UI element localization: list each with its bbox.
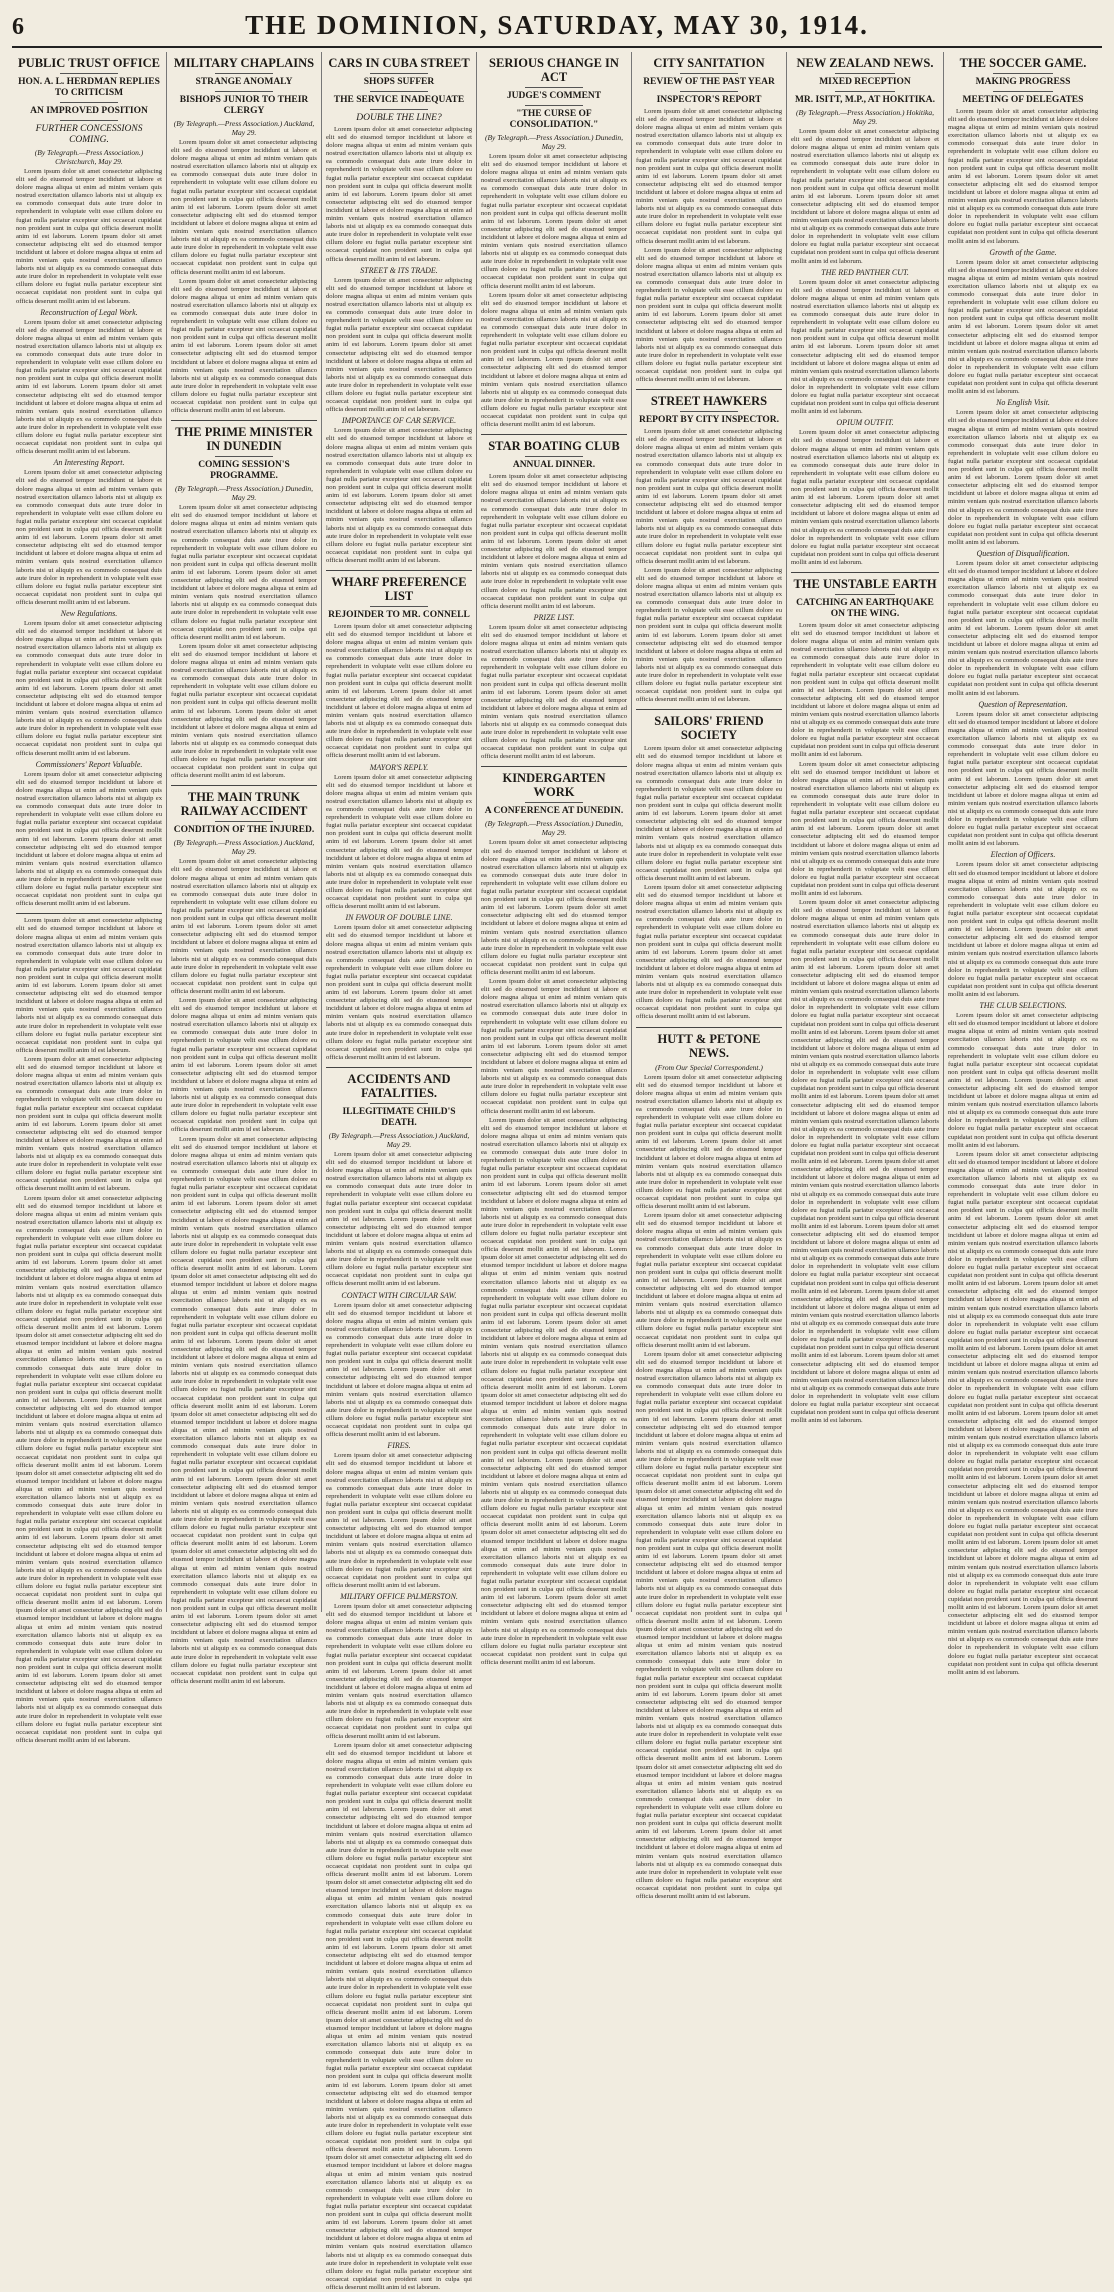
article-subhead: Growth of the Game. [989,247,1057,257]
column-1 [12,52,167,1744]
article-deck: ANNUAL DINNER. [512,460,596,471]
article-paragraph: Lorem ipsum dolor sit amet consectetur adipiscing elit sed do eiusmod tempor incididunt ut labore et dolore magna aliqua ut enim ad minim veniam quis nostrud exercitation ullamco laboris nisi ut aliquip ex ea commodo consequat duis aute irure dolor in reprehenderit in voluptate velit esse cillum dolore eu fugiat nulla pariatur excepteur sint occaecat cupidatat non proident sunt in culpa qui officia deserunt mollit anim id est laborum. Lorem ipsum dolor sit amet consectetur adipiscing elit sed do eiusmod tempor incididunt ut labore et dolore magna aliqua ut enim ad minim veniam quis nostrud exercitation ullamco laboris nisi ut aliquip ex ea commodo consequat duis aute irure dolor in reprehenderit in voluptate velit esse cillum dolore eu fugiat nulla pariatur excepteur sint occaecat cupidatat non proident sunt in culpa qui officia deserunt mollit anim id est laborum. [16,469,162,606]
article-subhead: Reconstruction of Legal Work. [40,307,138,317]
article-subhead: THE RED PANTHER CUT. [821,267,909,277]
column-7 [944,52,1102,1676]
article-paragraph: Lorem ipsum dolor sit amet consectetur adipiscing elit sed do eiusmod tempor incididunt ut labore et dolore magna aliqua ut enim ad minim veniam quis nostrud exercitation ullamco laboris nisi ut aliquip ex ea commodo consequat duis aute irure dolor in reprehenderit in voluptate velit esse cillum dolore eu fugiat nulla pariatur excepteur sint occaecat cupidatat non proident sunt in culpa qui officia deserunt mollit anim id est laborum. Lorem ipsum dolor sit amet consectetur adipiscing elit sed do eiusmod tempor incididunt ut labore et dolore magna aliqua ut enim ad minim veniam quis nostrud exercitation ullamco laboris nisi ut aliquip ex ea commodo consequat duis aute irure dolor in reprehenderit in voluptate velit esse cillum dolore eu fugiat nulla pariatur excepteur sint occaecat cupidatat non proident sunt in culpa qui officia deserunt mollit anim id est laborum. [481,291,627,429]
article-deck: DOUBLE THE LINE? [356,113,442,123]
article-deck: ILLEGITIMATE CHILD'S DEATH. [342,1106,456,1128]
deck-rule [370,91,428,92]
article-deck: BISHOPS JUNIOR TO THEIR CLERGY [179,95,309,116]
article-body [636,1074,782,1350]
article-separator [481,434,627,435]
article-body [171,858,317,1134]
article-dateline: (By Telegraph.—Press Association.) Dunedin, May 29. [174,484,314,503]
article-body [16,917,162,1193]
article-paragraph: Lorem ipsum dolor sit amet consectetur adipiscing elit sed do eiusmod tempor incididunt ut labore et dolore magna aliqua ut enim ad minim veniam quis nostrud exercitation ullamco laboris nisi ut aliquip ex ea commodo consequat duis aute irure dolor in reprehenderit in voluptate velit esse cillum dolore eu fugiat nulla pariatur excepteur sint occaecat cupidatat non proident sunt in culpa qui officia deserunt mollit anim id est laborum. Lorem ipsum dolor sit amet consectetur adipiscing elit sed do eiusmod tempor incididunt ut labore et dolore magna aliqua ut enim ad minim veniam quis nostrud exercitation ullamco laboris nisi ut aliquip ex ea commodo consequat duis aute irure dolor in reprehenderit in voluptate velit esse cillum dolore eu fugiat nulla pariatur excepteur sint occaecat cupidatat non proident sunt in culpa qui officia deserunt mollit anim id est laborum. [326,773,472,911]
article-paragraph: Lorem ipsum dolor sit amet consectetur adipiscing elit sed do eiusmod tempor incididunt ut labore et dolore magna aliqua ut enim ad minim veniam quis nostrud exercitation ullamco laboris nisi ut aliquip ex ea commodo consequat duis aute irure dolor in reprehenderit in voluptate velit esse cillum dolore eu fugiat nulla pariatur excepteur sint occaecat cupidatat non proident sunt in culpa qui officia deserunt mollit anim id est laborum. Lorem ipsum dolor sit amet consectetur adipiscing elit sed do eiusmod tempor incididunt ut labore et dolore magna aliqua ut enim ad minim veniam quis nostrud exercitation ullamco laboris nisi ut aliquip ex ea commodo consequat duis aute irure dolor in reprehenderit in voluptate velit esse cillum dolore eu fugiat nulla pariatur excepteur sint occaecat cupidatat non proident sunt in culpa qui officia deserunt mollit anim id est laborum. [948,560,1098,697]
article-separator [481,766,627,767]
article-deck: JUDGE'S COMMENT [506,91,602,101]
article-paragraph: Lorem ipsum dolor sit amet consectetur adipiscing elit sed do eiusmod tempor incididunt ut labore et dolore magna aliqua ut enim ad minim veniam quis nostrud exercitation ullamco laboris nisi ut aliquip ex ea commodo consequat duis aute irure dolor in reprehenderit in voluptate velit esse cillum dolore eu fugiat nulla pariatur excepteur sint occaecat cupidatat non proident sunt in culpa qui officia deserunt mollit anim id est laborum. Lorem ipsum dolor sit amet consectetur adipiscing elit sed do eiusmod tempor incididunt ut labore et dolore magna aliqua ut enim ad minim veniam quis nostrud exercitation ullamco laboris nisi ut aliquip ex ea commodo consequat duis aute irure dolor in reprehenderit in voluptate velit esse cillum dolore eu fugiat nulla pariatur excepteur sint occaecat cupidatat non proident sunt in culpa qui officia deserunt mollit anim id est laborum. [636,1073,782,1211]
article-body [16,168,162,908]
column-6 [787,52,944,1612]
article-body [481,153,627,429]
article-deck: STRANGE ANOMALY [195,77,293,87]
article-subhead: Question of Representation. [978,699,1068,709]
article-body [636,745,782,1021]
deck-rule [680,411,738,412]
article-deck: MR. ISITT, M.P., AT HOKITIKA. [794,95,936,105]
article-subhead: THE CLUB SELECTIONS. [979,1001,1067,1011]
deck-rule [835,73,894,74]
article-subhead: FIRES. [387,1441,411,1451]
article-deck: REPORT BY CITY INSPECTOR. [638,415,780,426]
article-paragraph: Lorem ipsum dolor sit amet consectetur adipiscing elit sed do eiusmod tempor incididunt ut labore et dolore magna aliqua ut enim ad minim veniam quis nostrud exercitation ullamco laboris nisi ut aliquip ex ea commodo consequat duis aute irure dolor in reprehenderit in voluptate velit esse cillum dolore eu fugiat nulla pariatur excepteur sint occaecat cupidatat non proident sunt in culpa qui officia deserunt mollit anim id est laborum. Lorem ipsum dolor sit amet consectetur adipiscing elit sed do eiusmod tempor incididunt ut labore et dolore magna aliqua ut enim ad minim veniam quis nostrud exercitation ullamco laboris nisi ut aliquip ex ea commodo consequat duis aute irure dolor in reprehenderit in voluptate velit esse cillum dolore eu fugiat nulla pariatur excepteur sint occaecat cupidatat non proident sunt in culpa qui officia deserunt mollit anim id est laborum. [326,1301,472,1439]
article-body [636,108,782,384]
article-headline: THE UNSTABLE EARTH [793,576,937,591]
article-headline: WHARF PREFERENCE LIST [331,574,467,603]
article-paragraph: Lorem ipsum dolor sit amet consectetur adipiscing elit sed do eiusmod tempor incididunt ut labore et dolore magna aliqua ut enim ad minim veniam quis nostrud exercitation ullamco laboris nisi ut aliquip ex ea commodo consequat duis aute irure dolor in reprehenderit in voluptate velit esse cillum dolore eu fugiat nulla pariatur excepteur sint occaecat cupidatat non proident sunt in culpa qui officia deserunt mollit anim id est laborum. Lorem ipsum dolor sit amet consectetur adipiscing elit sed do eiusmod tempor incididunt ut labore et dolore magna aliqua ut enim ad minim veniam quis nostrud exercitation ullamco laboris nisi ut aliquip ex ea commodo consequat duis aute irure dolor in reprehenderit in voluptate velit esse cillum dolore eu fugiat nulla pariatur excepteur sint occaecat cupidatat non proident sunt in culpa qui officia deserunt mollit anim id est laborum. [481,839,627,976]
article-deck: A CONFERENCE AT DUNEDIN. [484,806,624,817]
article-paragraph: Lorem ipsum dolor sit amet consectetur adipiscing elit sed do eiusmod tempor incididunt ut labore et dolore magna aliqua ut enim ad minim veniam quis nostrud exercitation ullamco laboris nisi ut aliquip ex ea commodo consequat duis aute irure dolor in reprehenderit in voluptate velit esse cillum dolore eu fugiat nulla pariatur excepteur sint occaecat cupidatat non proident sunt in culpa qui officia deserunt mollit anim id est laborum. Lorem ipsum dolor sit amet consectetur adipiscing elit sed do eiusmod tempor incididunt ut labore et dolore magna aliqua ut enim ad minim veniam quis nostrud exercitation ullamco laboris nisi ut aliquip ex ea commodo consequat duis aute irure dolor in reprehenderit in voluptate velit esse cillum dolore eu fugiat nulla pariatur excepteur sint occaecat cupidatat non proident sunt in culpa qui officia deserunt mollit anim id est laborum. [171,139,317,276]
article-deck: INSPECTOR'S REPORT [656,95,762,105]
article-dateline: (By Telegraph.—Press Association.) Hokitika, May 29. [795,108,935,126]
article-paragraph: Lorem ipsum dolor sit amet consectetur adipiscing elit sed do eiusmod tempor incididunt ut labore et dolore magna aliqua ut enim ad minim veniam quis nostrud exercitation ullamco laboris nisi ut aliquip ex ea commodo consequat duis aute irure dolor in reprehenderit in voluptate velit esse cillum dolore eu fugiat nulla pariatur excepteur sint occaecat cupidatat non proident sunt in culpa qui officia deserunt mollit anim id est laborum. Lorem ipsum dolor sit amet consectetur adipiscing elit sed do eiusmod tempor incididunt ut labore et dolore magna aliqua ut enim ad minim veniam quis nostrud exercitation ullamco laboris nisi ut aliquip ex ea commodo consequat duis aute irure dolor in reprehenderit in voluptate velit esse cillum dolore eu fugiat nulla pariatur excepteur sint occaecat cupidatat non proident sunt in culpa qui officia deserunt mollit anim id est laborum. [326,427,472,564]
article-body [326,126,472,565]
article-paragraph: Lorem ipsum dolor sit amet consectetur adipiscing elit sed do eiusmod tempor incididunt ut labore et dolore magna aliqua ut enim ad minim veniam quis nostrud exercitation ullamco laboris nisi ut aliquip ex ea commodo consequat duis aute irure dolor in reprehenderit in voluptate velit esse cillum dolore eu fugiat nulla pariatur excepteur sint occaecat cupidatat non proident sunt in culpa qui officia deserunt mollit anim id est laborum. Lorem ipsum dolor sit amet consectetur adipiscing elit sed do eiusmod tempor incididunt ut labore et dolore magna aliqua ut enim ad minim veniam quis nostrud exercitation ullamco laboris nisi ut aliquip ex ea commodo consequat duis aute irure dolor in reprehenderit in voluptate velit esse cillum dolore eu fugiat nulla pariatur excepteur sint occaecat cupidatat non proident sunt in culpa qui officia deserunt mollit anim id est laborum. [791,429,939,566]
article-paragraph: Lorem ipsum dolor sit amet consectetur adipiscing elit sed do eiusmod tempor incididunt ut labore et dolore magna aliqua ut enim ad minim veniam quis nostrud exercitation ullamco laboris nisi ut aliquip ex ea commodo consequat duis aute irure dolor in reprehenderit in voluptate velit esse cillum dolore eu fugiat nulla pariatur excepteur sint occaecat cupidatat non proident sunt in culpa qui officia deserunt mollit anim id est laborum. Lorem ipsum dolor sit amet consectetur adipiscing elit sed do eiusmod tempor incididunt ut labore et dolore magna aliqua ut enim ad minim veniam quis nostrud exercitation ullamco laboris nisi ut aliquip ex ea commodo consequat duis aute irure dolor in reprehenderit in voluptate velit esse cillum dolore eu fugiat nulla pariatur excepteur sint occaecat cupidatat non proident sunt in culpa qui officia deserunt mollit anim id est laborum. [326,924,472,1061]
article-paragraph: Lorem ipsum dolor sit amet consectetur adipiscing elit sed do eiusmod tempor incididunt ut labore et dolore magna aliqua ut enim ad minim veniam quis nostrud exercitation ullamco laboris nisi ut aliquip ex ea commodo consequat duis aute irure dolor in reprehenderit in voluptate velit esse cillum dolore eu fugiat nulla pariatur excepteur sint occaecat cupidatat non proident sunt in culpa qui officia deserunt mollit anim id est laborum. Lorem ipsum dolor sit amet consectetur adipiscing elit sed do eiusmod tempor incididunt ut labore et dolore magna aliqua ut enim ad minim veniam quis nostrud exercitation ullamco laboris nisi ut aliquip ex ea commodo consequat duis aute irure dolor in reprehenderit in voluptate velit esse cillum dolore eu fugiat nulla pariatur excepteur sint occaecat cupidatat non proident sunt in culpa qui officia deserunt mollit anim id est laborum. [636,1212,782,1349]
article-subhead: Commissioners' Report Valuable. [35,759,143,769]
article-paragraph: Lorem ipsum dolor sit amet consectetur adipiscing elit sed do eiusmod tempor incididunt ut labore et dolore magna aliqua ut enim ad minim veniam quis nostrud exercitation ullamco laboris nisi ut aliquip ex ea commodo consequat duis aute irure dolor in reprehenderit in voluptate velit esse cillum dolore eu fugiat nulla pariatur excepteur sint occaecat cupidatat non proident sunt in culpa qui officia deserunt mollit anim id est laborum. Lorem ipsum dolor sit amet consectetur adipiscing elit sed do eiusmod tempor incididunt ut labore et dolore magna aliqua ut enim ad minim veniam quis nostrud exercitation ullamco laboris nisi ut aliquip ex ea commodo consequat duis aute irure dolor in reprehenderit in voluptate velit esse cillum dolore eu fugiat nulla pariatur excepteur sint occaecat cupidatat non proident sunt in culpa qui officia deserunt mollit anim id est laborum. [481,153,627,290]
article-body-continued [481,1117,627,1667]
article-separator [171,785,317,786]
column-4 [477,52,632,1666]
article-deck: REVIEW OF THE PAST YEAR [643,77,775,87]
article-paragraph: Lorem ipsum dolor sit amet consectetur adipiscing elit sed do eiusmod tempor incididunt ut labore et dolore magna aliqua ut enim ad minim veniam quis nostrud exercitation ullamco laboris nisi ut aliquip ex ea commodo consequat duis aute irure dolor in reprehenderit in voluptate velit esse cillum dolore eu fugiat nulla pariatur excepteur sint occaecat cupidatat non proident sunt in culpa qui officia deserunt mollit anim id est laborum. Lorem ipsum dolor sit amet consectetur adipiscing elit sed do eiusmod tempor incididunt ut labore et dolore magna aliqua ut enim ad minim veniam quis nostrud exercitation ullamco laboris nisi ut aliquip ex ea commodo consequat duis aute irure dolor in reprehenderit in voluptate velit esse cillum dolore eu fugiat nulla pariatur excepteur sint occaecat cupidatat non proident sunt in culpa qui officia deserunt mollit anim id est laborum. Lorem ipsum dolor sit amet consectetur adipiscing elit sed do eiusmod tempor incididunt ut labore et dolore magna aliqua ut enim ad minim veniam quis nostrud exercitation ullamco laboris nisi ut aliquip ex ea commodo consequat duis aute irure dolor in reprehenderit in voluptate velit esse cillum dolore eu fugiat nulla pariatur excepteur sint occaecat cupidatat non proident sunt in culpa qui officia deserunt mollit anim id est laborum. Lorem ipsum dolor sit amet consectetur adipiscing elit sed do eiusmod tempor incididunt ut labore et dolore magna aliqua ut enim ad minim veniam quis nostrud exercitation ullamco laboris nisi ut aliquip ex ea commodo consequat duis aute irure dolor in reprehenderit in voluptate velit esse cillum dolore eu fugiat nulla pariatur excepteur sint occaecat cupidatat non proident sunt in culpa qui officia deserunt mollit anim id est laborum. Lorem ipsum dolor sit amet consectetur adipiscing elit sed do eiusmod tempor incididunt ut labore et dolore magna aliqua ut enim ad minim veniam quis nostrud exercitation ullamco laboris nisi ut aliquip ex ea commodo consequat duis aute irure dolor in reprehenderit in voluptate velit esse cillum dolore eu fugiat nulla pariatur excepteur sint occaecat cupidatat non proident sunt in culpa qui officia deserunt mollit anim id est laborum. Lorem ipsum dolor sit amet consectetur adipiscing elit sed do eiusmod tempor incididunt ut labore et dolore magna aliqua ut enim ad minim veniam quis nostrud exercitation ullamco laboris nisi ut aliquip ex ea commodo consequat duis aute irure dolor in reprehenderit in voluptate velit esse cillum dolore eu fugiat nulla pariatur excepteur sint occaecat cupidatat non proident sunt in culpa qui officia deserunt mollit anim id est laborum. Lorem ipsum dolor sit amet consectetur adipiscing elit sed do eiusmod tempor incididunt ut labore et dolore magna aliqua ut enim ad minim veniam quis nostrud exercitation ullamco laboris nisi ut aliquip ex ea commodo consequat duis aute irure dolor in reprehenderit in voluptate velit esse cillum dolore eu fugiat nulla pariatur excepteur sint occaecat cupidatat non proident sunt in culpa qui officia deserunt mollit anim id est laborum. Lorem ipsum dolor sit amet consectetur adipiscing elit sed do eiusmod tempor incididunt ut labore et dolore magna aliqua ut enim ad minim veniam quis nostrud exercitation ullamco laboris nisi ut aliquip ex ea commodo consequat duis aute irure dolor in reprehenderit in voluptate velit esse cillum dolore eu fugiat nulla pariatur excepteur sint occaecat cupidatat non proident sunt in culpa qui officia deserunt mollit anim id est laborum. [16,1194,162,1744]
article-headline: NEW ZEALAND NEWS. [796,56,934,70]
article-paragraph: Lorem ipsum dolor sit amet consectetur adipiscing elit sed do eiusmod tempor incididunt ut labore et dolore magna aliqua ut enim ad minim veniam quis nostrud exercitation ullamco laboris nisi ut aliquip ex ea commodo consequat duis aute irure dolor in reprehenderit in voluptate velit esse cillum dolore eu fugiat nulla pariatur excepteur sint occaecat cupidatat non proident sunt in culpa qui officia deserunt mollit anim id est laborum. Lorem ipsum dolor sit amet consectetur adipiscing elit sed do eiusmod tempor incididunt ut labore et dolore magna aliqua ut enim ad minim veniam quis nostrud exercitation ullamco laboris nisi ut aliquip ex ea commodo consequat duis aute irure dolor in reprehenderit in voluptate velit esse cillum dolore eu fugiat nulla pariatur excepteur sint occaecat cupidatat non proident sunt in culpa qui officia deserunt mollit anim id est laborum. [791,760,939,898]
article-separator [326,570,472,571]
article-subhead: No English Visit. [996,398,1050,408]
article-body-continued [948,1151,1098,1677]
article-paragraph: Lorem ipsum dolor sit amet consectetur adipiscing elit sed do eiusmod tempor incididunt ut labore et dolore magna aliqua ut enim ad minim veniam quis nostrud exercitation ullamco laboris nisi ut aliquip ex ea commodo consequat duis aute irure dolor in reprehenderit in voluptate velit esse cillum dolore eu fugiat nulla pariatur excepteur sint occaecat cupidatat non proident sunt in culpa qui officia deserunt mollit anim id est laborum. Lorem ipsum dolor sit amet consectetur adipiscing elit sed do eiusmod tempor incididunt ut labore et dolore magna aliqua ut enim ad minim veniam quis nostrud exercitation ullamco laboris nisi ut aliquip ex ea commodo consequat duis aute irure dolor in reprehenderit in voluptate velit esse cillum dolore eu fugiat nulla pariatur excepteur sint occaecat cupidatat non proident sunt in culpa qui officia deserunt mollit anim id est laborum. Lorem ipsum dolor sit amet consectetur adipiscing elit sed do eiusmod tempor incididunt ut labore et dolore magna aliqua ut enim ad minim veniam quis nostrud exercitation ullamco laboris nisi ut aliquip ex ea commodo consequat duis aute irure dolor in reprehenderit in voluptate velit esse cillum dolore eu fugiat nulla pariatur excepteur sint occaecat cupidatat non proident sunt in culpa qui officia deserunt mollit anim id est laborum. Lorem ipsum dolor sit amet consectetur adipiscing elit sed do eiusmod tempor incididunt ut labore et dolore magna aliqua ut enim ad minim veniam quis nostrud exercitation ullamco laboris nisi ut aliquip ex ea commodo consequat duis aute irure dolor in reprehenderit in voluptate velit esse cillum dolore eu fugiat nulla pariatur excepteur sint occaecat cupidatat non proident sunt in culpa qui officia deserunt mollit anim id est laborum. Lorem ipsum dolor sit amet consectetur adipiscing elit sed do eiusmod tempor incididunt ut labore et dolore magna aliqua ut enim ad minim veniam quis nostrud exercitation ullamco laboris nisi ut aliquip ex ea commodo consequat duis aute irure dolor in reprehenderit in voluptate velit esse cillum dolore eu fugiat nulla pariatur excepteur sint occaecat cupidatat non proident sunt in culpa qui officia deserunt mollit anim id est laborum. Lorem ipsum dolor sit amet consectetur adipiscing elit sed do eiusmod tempor incididunt ut labore et dolore magna aliqua ut enim ad minim veniam quis nostrud exercitation ullamco laboris nisi ut aliquip ex ea commodo consequat duis aute irure dolor in reprehenderit in voluptate velit esse cillum dolore eu fugiat nulla pariatur excepteur sint occaecat cupidatat non proident sunt in culpa qui officia deserunt mollit anim id est laborum. Lorem ipsum dolor sit amet consectetur adipiscing elit sed do eiusmod tempor incididunt ut labore et dolore magna aliqua ut enim ad minim veniam quis nostrud exercitation ullamco laboris nisi ut aliquip ex ea commodo consequat duis aute irure dolor in reprehenderit in voluptate velit esse cillum dolore eu fugiat nulla pariatur excepteur sint occaecat cupidatat non proident sunt in culpa qui officia deserunt mollit anim id est laborum. Lorem ipsum dolor sit amet consectetur adipiscing elit sed do eiusmod tempor incididunt ut labore et dolore magna aliqua ut enim ad minim veniam quis nostrud exercitation ullamco laboris nisi ut aliquip ex ea commodo consequat duis aute irure dolor in reprehenderit in voluptate velit esse cillum dolore eu fugiat nulla pariatur excepteur sint occaecat cupidatat non proident sunt in culpa qui officia deserunt mollit anim id est laborum. [948,1150,1098,1676]
article-paragraph: Lorem ipsum dolor sit amet consectetur adipiscing elit sed do eiusmod tempor incididunt ut labore et dolore magna aliqua ut enim ad minim veniam quis nostrud exercitation ullamco laboris nisi ut aliquip ex ea commodo consequat duis aute irure dolor in reprehenderit in voluptate velit esse cillum dolore eu fugiat nulla pariatur excepteur sint occaecat cupidatat non proident sunt in culpa qui officia deserunt mollit anim id est laborum. Lorem ipsum dolor sit amet consectetur adipiscing elit sed do eiusmod tempor incididunt ut labore et dolore magna aliqua ut enim ad minim veniam quis nostrud exercitation ullamco laboris nisi ut aliquip ex ea commodo consequat duis aute irure dolor in reprehenderit in voluptate velit esse cillum dolore eu fugiat nulla pariatur excepteur sint occaecat cupidatat non proident sunt in culpa qui officia deserunt mollit anim id est laborum. [171,504,317,641]
article-body-continued [636,1351,782,1901]
article-deck: THE SERVICE INADEQUATE [333,95,465,105]
masthead [12,8,1102,48]
article-subhead: MILITARY OFFICE PALMERSTON. [340,1591,458,1601]
article-paragraph: Lorem ipsum dolor sit amet consectetur adipiscing elit sed do eiusmod tempor incididunt ut labore et dolore magna aliqua ut enim ad minim veniam quis nostrud exercitation ullamco laboris nisi ut aliquip ex ea commodo consequat duis aute irure dolor in reprehenderit in voluptate velit esse cillum dolore eu fugiat nulla pariatur excepteur sint occaecat cupidatat non proident sunt in culpa qui officia deserunt mollit anim id est laborum. Lorem ipsum dolor sit amet consectetur adipiscing elit sed do eiusmod tempor incididunt ut labore et dolore magna aliqua ut enim ad minim veniam quis nostrud exercitation ullamco laboris nisi ut aliquip ex ea commodo consequat duis aute irure dolor in reprehenderit in voluptate velit esse cillum dolore eu fugiat nulla pariatur excepteur sint occaecat cupidatat non proident sunt in culpa qui officia deserunt mollit anim id est laborum. [481,473,627,610]
article-dateline: (By Telegraph.—Press Association.) Auckland, May 29. [328,1130,470,1149]
deck-rule [835,594,894,595]
article-paragraph: Lorem ipsum dolor sit amet consectetur adipiscing elit sed do eiusmod tempor incididunt ut labore et dolore magna aliqua ut enim ad minim veniam quis nostrud exercitation ullamco laboris nisi ut aliquip ex ea commodo consequat duis aute irure dolor in reprehenderit in voluptate velit esse cillum dolore eu fugiat nulla pariatur excepteur sint occaecat cupidatat non proident sunt in culpa qui officia deserunt mollit anim id est laborum. Lorem ipsum dolor sit amet consectetur adipiscing elit sed do eiusmod tempor incididunt ut labore et dolore magna aliqua ut enim ad minim veniam quis nostrud exercitation ullamco laboris nisi ut aliquip ex ea commodo consequat duis aute irure dolor in reprehenderit in voluptate velit esse cillum dolore eu fugiat nulla pariatur excepteur sint occaecat cupidatat non proident sunt in culpa qui officia deserunt mollit anim id est laborum. [791,621,939,759]
article-dateline: (From Our Special Correspondent.) [655,1062,763,1072]
article-headline: CARS IN CUBA STREET [328,56,470,70]
deck-rule [60,102,118,103]
article-deck: MAKING PROGRESS [975,77,1071,87]
article-paragraph: Lorem ipsum dolor sit amet consectetur adipiscing elit sed do eiusmod tempor incididunt ut labore et dolore magna aliqua ut enim ad minim veniam quis nostrud exercitation ullamco laboris nisi ut aliquip ex ea commodo consequat duis aute irure dolor in reprehenderit in voluptate velit esse cillum dolore eu fugiat nulla pariatur excepteur sint occaecat cupidatat non proident sunt in culpa qui officia deserunt mollit anim id est laborum. Lorem ipsum dolor sit amet consectetur adipiscing elit sed do eiusmod tempor incididunt ut labore et dolore magna aliqua ut enim ad minim veniam quis nostrud exercitation ullamco laboris nisi ut aliquip ex ea commodo consequat duis aute irure dolor in reprehenderit in voluptate velit esse cillum dolore eu fugiat nulla pariatur excepteur sint occaecat cupidatat non proident sunt in culpa qui officia deserunt mollit anim id est laborum. [16,318,162,456]
article-paragraph: Lorem ipsum dolor sit amet consectetur adipiscing elit sed do eiusmod tempor incididunt ut labore et dolore magna aliqua ut enim ad minim veniam quis nostrud exercitation ullamco laboris nisi ut aliquip ex ea commodo consequat duis aute irure dolor in reprehenderit in voluptate velit esse cillum dolore eu fugiat nulla pariatur excepteur sint occaecat cupidatat non proident sunt in culpa qui officia deserunt mollit anim id est laborum. Lorem ipsum dolor sit amet consectetur adipiscing elit sed do eiusmod tempor incididunt ut labore et dolore magna aliqua ut enim ad minim veniam quis nostrud exercitation ullamco laboris nisi ut aliquip ex ea commodo consequat duis aute irure dolor in reprehenderit in voluptate velit esse cillum dolore eu fugiat nulla pariatur excepteur sint occaecat cupidatat non proident sunt in culpa qui officia deserunt mollit anim id est laborum. [326,1452,472,1589]
newspaper-title: THE DOMINION, SATURDAY, MAY 30, 1914. [245,10,869,40]
article-subhead: Election of Officers. [990,850,1056,860]
article-subhead: MAYOR'S REPLY. [369,762,429,772]
article-paragraph: Lorem ipsum dolor sit amet consectetur adipiscing elit sed do eiusmod tempor incididunt ut labore et dolore magna aliqua ut enim ad minim veniam quis nostrud exercitation ullamco laboris nisi ut aliquip ex ea commodo consequat duis aute irure dolor in reprehenderit in voluptate velit esse cillum dolore eu fugiat nulla pariatur excepteur sint occaecat cupidatat non proident sunt in culpa qui officia deserunt mollit anim id est laborum. Lorem ipsum dolor sit amet consectetur adipiscing elit sed do eiusmod tempor incididunt ut labore et dolore magna aliqua ut enim ad minim veniam quis nostrud exercitation ullamco laboris nisi ut aliquip ex ea commodo consequat duis aute irure dolor in reprehenderit in voluptate velit esse cillum dolore eu fugiat nulla pariatur excepteur sint occaecat cupidatat non proident sunt in culpa qui officia deserunt mollit anim id est laborum. [481,978,627,1115]
article-paragraph: Lorem ipsum dolor sit amet consectetur adipiscing elit sed do eiusmod tempor incididunt ut labore et dolore magna aliqua ut enim ad minim veniam quis nostrud exercitation ullamco laboris nisi ut aliquip ex ea commodo consequat duis aute irure dolor in reprehenderit in voluptate velit esse cillum dolore eu fugiat nulla pariatur excepteur sint occaecat cupidatat non proident sunt in culpa qui officia deserunt mollit anim id est laborum. Lorem ipsum dolor sit amet consectetur adipiscing elit sed do eiusmod tempor incididunt ut labore et dolore magna aliqua ut enim ad minim veniam quis nostrud exercitation ullamco laboris nisi ut aliquip ex ea commodo consequat duis aute irure dolor in reprehenderit in voluptate velit esse cillum dolore eu fugiat nulla pariatur excepteur sint occaecat cupidatat non proident sunt in culpa qui officia deserunt mollit anim id est laborum. [16,168,162,305]
article-columns [12,52,1102,2291]
article-separator [171,420,317,421]
article-subhead: IN FAVOUR OF DOUBLE LINE. [345,913,453,923]
article-paragraph: Lorem ipsum dolor sit amet consectetur adipiscing elit sed do eiusmod tempor incididunt ut labore et dolore magna aliqua ut enim ad minim veniam quis nostrud exercitation ullamco laboris nisi ut aliquip ex ea commodo consequat duis aute irure dolor in reprehenderit in voluptate velit esse cillum dolore eu fugiat nulla pariatur excepteur sint occaecat cupidatat non proident sunt in culpa qui officia deserunt mollit anim id est laborum. Lorem ipsum dolor sit amet consectetur adipiscing elit sed do eiusmod tempor incididunt ut labore et dolore magna aliqua ut enim ad minim veniam quis nostrud exercitation ullamco laboris nisi ut aliquip ex ea commodo consequat duis aute irure dolor in reprehenderit in voluptate velit esse cillum dolore eu fugiat nulla pariatur excepteur sint occaecat cupidatat non proident sunt in culpa qui officia deserunt mollit anim id est laborum. [16,770,162,908]
article-paragraph: Lorem ipsum dolor sit amet consectetur adipiscing elit sed do eiusmod tempor incididunt ut labore et dolore magna aliqua ut enim ad minim veniam quis nostrud exercitation ullamco laboris nisi ut aliquip ex ea commodo consequat duis aute irure dolor in reprehenderit in voluptate velit esse cillum dolore eu fugiat nulla pariatur excepteur sint occaecat cupidatat non proident sunt in culpa qui officia deserunt mollit anim id est laborum. Lorem ipsum dolor sit amet consectetur adipiscing elit sed do eiusmod tempor incididunt ut labore et dolore magna aliqua ut enim ad minim veniam quis nostrud exercitation ullamco laboris nisi ut aliquip ex ea commodo consequat duis aute irure dolor in reprehenderit in voluptate velit esse cillum dolore eu fugiat nulla pariatur excepteur sint occaecat cupidatat non proident sunt in culpa qui officia deserunt mollit anim id est laborum. [948,1012,1098,1149]
article-deck: CATCHING AN EARTHQUAKE ON THE WING. [796,597,934,619]
article-separator [636,1027,782,1028]
article-paragraph: Lorem ipsum dolor sit amet consectetur adipiscing elit sed do eiusmod tempor incididunt ut labore et dolore magna aliqua ut enim ad minim veniam quis nostrud exercitation ullamco laboris nisi ut aliquip ex ea commodo consequat duis aute irure dolor in reprehenderit in voluptate velit esse cillum dolore eu fugiat nulla pariatur excepteur sint occaecat cupidatat non proident sunt in culpa qui officia deserunt mollit anim id est laborum. Lorem ipsum dolor sit amet consectetur adipiscing elit sed do eiusmod tempor incididunt ut labore et dolore magna aliqua ut enim ad minim veniam quis nostrud exercitation ullamco laboris nisi ut aliquip ex ea commodo consequat duis aute irure dolor in reprehenderit in voluptate velit esse cillum dolore eu fugiat nulla pariatur excepteur sint occaecat cupidatat non proident sunt in culpa qui officia deserunt mollit anim id est laborum. [481,623,627,761]
article-subhead: New Regulations. [60,608,118,618]
article-paragraph: Lorem ipsum dolor sit amet consectetur adipiscing elit sed do eiusmod tempor incididunt ut labore et dolore magna aliqua ut enim ad minim veniam quis nostrud exercitation ullamco laboris nisi ut aliquip ex ea commodo consequat duis aute irure dolor in reprehenderit in voluptate velit esse cillum dolore eu fugiat nulla pariatur excepteur sint occaecat cupidatat non proident sunt in culpa qui officia deserunt mollit anim id est laborum. Lorem ipsum dolor sit amet consectetur adipiscing elit sed do eiusmod tempor incididunt ut labore et dolore magna aliqua ut enim ad minim veniam quis nostrud exercitation ullamco laboris nisi ut aliquip ex ea commodo consequat duis aute irure dolor in reprehenderit in voluptate velit esse cillum dolore eu fugiat nulla pariatur excepteur sint occaecat cupidatat non proident sunt in culpa qui officia deserunt mollit anim id est laborum. [171,996,317,1134]
deck-rule [525,87,583,88]
article-headline: MILITARY CHAPLAINS [173,56,315,70]
article-body [948,108,1098,1150]
article-paragraph: Lorem ipsum dolor sit amet consectetur adipiscing elit sed do eiusmod tempor incididunt ut labore et dolore magna aliqua ut enim ad minim veniam quis nostrud exercitation ullamco laboris nisi ut aliquip ex ea commodo consequat duis aute irure dolor in reprehenderit in voluptate velit esse cillum dolore eu fugiat nulla pariatur excepteur sint occaecat cupidatat non proident sunt in culpa qui officia deserunt mollit anim id est laborum. Lorem ipsum dolor sit amet consectetur adipiscing elit sed do eiusmod tempor incididunt ut labore et dolore magna aliqua ut enim ad minim veniam quis nostrud exercitation ullamco laboris nisi ut aliquip ex ea commodo consequat duis aute irure dolor in reprehenderit in voluptate velit esse cillum dolore eu fugiat nulla pariatur excepteur sint occaecat cupidatat non proident sunt in culpa qui officia deserunt mollit anim id est laborum. [326,622,472,760]
article-separator [636,389,782,390]
deck-rule [993,73,1053,74]
article-body [171,504,317,780]
article-body [171,139,317,415]
deck-rule [215,91,273,92]
deck-rule [370,109,428,110]
article-body [791,128,939,567]
article-paragraph: Lorem ipsum dolor sit amet consectetur adipiscing elit sed do eiusmod tempor incididunt ut labore et dolore magna aliqua ut enim ad minim veniam quis nostrud exercitation ullamco laboris nisi ut aliquip ex ea commodo consequat duis aute irure dolor in reprehenderit in voluptate velit esse cillum dolore eu fugiat nulla pariatur excepteur sint occaecat cupidatat non proident sunt in culpa qui officia deserunt mollit anim id est laborum. Lorem ipsum dolor sit amet consectetur adipiscing elit sed do eiusmod tempor incididunt ut labore et dolore magna aliqua ut enim ad minim veniam quis nostrud exercitation ullamco laboris nisi ut aliquip ex ea commodo consequat duis aute irure dolor in reprehenderit in voluptate velit esse cillum dolore eu fugiat nulla pariatur excepteur sint occaecat cupidatat non proident sunt in culpa qui officia deserunt mollit anim id est laborum. [326,1603,472,1740]
article-paragraph: Lorem ipsum dolor sit amet consectetur adipiscing elit sed do eiusmod tempor incididunt ut labore et dolore magna aliqua ut enim ad minim veniam quis nostrud exercitation ullamco laboris nisi ut aliquip ex ea commodo consequat duis aute irure dolor in reprehenderit in voluptate velit esse cillum dolore eu fugiat nulla pariatur excepteur sint occaecat cupidatat non proident sunt in culpa qui officia deserunt mollit anim id est laborum. Lorem ipsum dolor sit amet consectetur adipiscing elit sed do eiusmod tempor incididunt ut labore et dolore magna aliqua ut enim ad minim veniam quis nostrud exercitation ullamco laboris nisi ut aliquip ex ea commodo consequat duis aute irure dolor in reprehenderit in voluptate velit esse cillum dolore eu fugiat nulla pariatur excepteur sint occaecat cupidatat non proident sunt in culpa qui officia deserunt mollit anim id est laborum. [326,276,472,414]
article-paragraph: Lorem ipsum dolor sit amet consectetur adipiscing elit sed do eiusmod tempor incididunt ut labore et dolore magna aliqua ut enim ad minim veniam quis nostrud exercitation ullamco laboris nisi ut aliquip ex ea commodo consequat duis aute irure dolor in reprehenderit in voluptate velit esse cillum dolore eu fugiat nulla pariatur excepteur sint occaecat cupidatat non proident sunt in culpa qui officia deserunt mollit anim id est laborum. Lorem ipsum dolor sit amet consectetur adipiscing elit sed do eiusmod tempor incididunt ut labore et dolore magna aliqua ut enim ad minim veniam quis nostrud exercitation ullamco laboris nisi ut aliquip ex ea commodo consequat duis aute irure dolor in reprehenderit in voluptate velit esse cillum dolore eu fugiat nulla pariatur excepteur sint occaecat cupidatat non proident sunt in culpa qui officia deserunt mollit anim id est laborum. [171,858,317,995]
article-headline: PUBLIC TRUST OFFICE [18,56,160,70]
article-paragraph: Lorem ipsum dolor sit amet consectetur adipiscing elit sed do eiusmod tempor incididunt ut labore et dolore magna aliqua ut enim ad minim veniam quis nostrud exercitation ullamco laboris nisi ut aliquip ex ea commodo consequat duis aute irure dolor in reprehenderit in voluptate velit esse cillum dolore eu fugiat nulla pariatur excepteur sint occaecat cupidatat non proident sunt in culpa qui officia deserunt mollit anim id est laborum. Lorem ipsum dolor sit amet consectetur adipiscing elit sed do eiusmod tempor incididunt ut labore et dolore magna aliqua ut enim ad minim veniam quis nostrud exercitation ullamco laboris nisi ut aliquip ex ea commodo consequat duis aute irure dolor in reprehenderit in voluptate velit esse cillum dolore eu fugiat nulla pariatur excepteur sint occaecat cupidatat non proident sunt in culpa qui officia deserunt mollit anim id est laborum. [948,108,1098,245]
article-subhead: An Interesting Report. [53,458,125,468]
article-paragraph: Lorem ipsum dolor sit amet consectetur adipiscing elit sed do eiusmod tempor incididunt ut labore et dolore magna aliqua ut enim ad minim veniam quis nostrud exercitation ullamco laboris nisi ut aliquip ex ea commodo consequat duis aute irure dolor in reprehenderit in voluptate velit esse cillum dolore eu fugiat nulla pariatur excepteur sint occaecat cupidatat non proident sunt in culpa qui officia deserunt mollit anim id est laborum. Lorem ipsum dolor sit amet consectetur adipiscing elit sed do eiusmod tempor incididunt ut labore et dolore magna aliqua ut enim ad minim veniam quis nostrud exercitation ullamco laboris nisi ut aliquip ex ea commodo consequat duis aute irure dolor in reprehenderit in voluptate velit esse cillum dolore eu fugiat nulla pariatur excepteur sint occaecat cupidatat non proident sunt in culpa qui officia deserunt mollit anim id est laborum. [948,409,1098,546]
article-paragraph: Lorem ipsum dolor sit amet consectetur adipiscing elit sed do eiusmod tempor incididunt ut labore et dolore magna aliqua ut enim ad minim veniam quis nostrud exercitation ullamco laboris nisi ut aliquip ex ea commodo consequat duis aute irure dolor in reprehenderit in voluptate velit esse cillum dolore eu fugiat nulla pariatur excepteur sint occaecat cupidatat non proident sunt in culpa qui officia deserunt mollit anim id est laborum. Lorem ipsum dolor sit amet consectetur adipiscing elit sed do eiusmod tempor incididunt ut labore et dolore magna aliqua ut enim ad minim veniam quis nostrud exercitation ullamco laboris nisi ut aliquip ex ea commodo consequat duis aute irure dolor in reprehenderit in voluptate velit esse cillum dolore eu fugiat nulla pariatur excepteur sint occaecat cupidatat non proident sunt in culpa qui officia deserunt mollit anim id est laborum. Lorem ipsum dolor sit amet consectetur adipiscing elit sed do eiusmod tempor incididunt ut labore et dolore magna aliqua ut enim ad minim veniam quis nostrud exercitation ullamco laboris nisi ut aliquip ex ea commodo consequat duis aute irure dolor in reprehenderit in voluptate velit esse cillum dolore eu fugiat nulla pariatur excepteur sint occaecat cupidatat non proident sunt in culpa qui officia deserunt mollit anim id est laborum. Lorem ipsum dolor sit amet consectetur adipiscing elit sed do eiusmod tempor incididunt ut labore et dolore magna aliqua ut enim ad minim veniam quis nostrud exercitation ullamco laboris nisi ut aliquip ex ea commodo consequat duis aute irure dolor in reprehenderit in voluptate velit esse cillum dolore eu fugiat nulla pariatur excepteur sint occaecat cupidatat non proident sunt in culpa qui officia deserunt mollit anim id est laborum. Lorem ipsum dolor sit amet consectetur adipiscing elit sed do eiusmod tempor incididunt ut labore et dolore magna aliqua ut enim ad minim veniam quis nostrud exercitation ullamco laboris nisi ut aliquip ex ea commodo consequat duis aute irure dolor in reprehenderit in voluptate velit esse cillum dolore eu fugiat nulla pariatur excepteur sint occaecat cupidatat non proident sunt in culpa qui officia deserunt mollit anim id est laborum. Lorem ipsum dolor sit amet consectetur adipiscing elit sed do eiusmod tempor incididunt ut labore et dolore magna aliqua ut enim ad minim veniam quis nostrud exercitation ullamco laboris nisi ut aliquip ex ea commodo consequat duis aute irure dolor in reprehenderit in voluptate velit esse cillum dolore eu fugiat nulla pariatur excepteur sint occaecat cupidatat non proident sunt in culpa qui officia deserunt mollit anim id est laborum. Lorem ipsum dolor sit amet consectetur adipiscing elit sed do eiusmod tempor incididunt ut labore et dolore magna aliqua ut enim ad minim veniam quis nostrud exercitation ullamco laboris nisi ut aliquip ex ea commodo consequat duis aute irure dolor in reprehenderit in voluptate velit esse cillum dolore eu fugiat nulla pariatur excepteur sint occaecat cupidatat non proident sunt in culpa qui officia deserunt mollit anim id est laborum. Lorem ipsum dolor sit amet consectetur adipiscing elit sed do eiusmod tempor incididunt ut labore et dolore magna aliqua ut enim ad minim veniam quis nostrud exercitation ullamco laboris nisi ut aliquip ex ea commodo consequat duis aute irure dolor in reprehenderit in voluptate velit esse cillum dolore eu fugiat nulla pariatur excepteur sint occaecat cupidatat non proident sunt in culpa qui officia deserunt mollit anim id est laborum. [636,1350,782,1901]
article-body-continued [326,1742,472,2292]
deck-rule [370,73,428,74]
column-2 [167,52,322,1685]
article-subhead: PRIZE LIST. [533,612,575,622]
article-paragraph: Lorem ipsum dolor sit amet consectetur adipiscing elit sed do eiusmod tempor incididunt ut labore et dolore magna aliqua ut enim ad minim veniam quis nostrud exercitation ullamco laboris nisi ut aliquip ex ea commodo consequat duis aute irure dolor in reprehenderit in voluptate velit esse cillum dolore eu fugiat nulla pariatur excepteur sint occaecat cupidatat non proident sunt in culpa qui officia deserunt mollit anim id est laborum. Lorem ipsum dolor sit amet consectetur adipiscing elit sed do eiusmod tempor incididunt ut labore et dolore magna aliqua ut enim ad minim veniam quis nostrud exercitation ullamco laboris nisi ut aliquip ex ea commodo consequat duis aute irure dolor in reprehenderit in voluptate velit esse cillum dolore eu fugiat nulla pariatur excepteur sint occaecat cupidatat non proident sunt in culpa qui officia deserunt mollit anim id est laborum. [171,642,317,780]
article-body [791,622,939,898]
article-paragraph: Lorem ipsum dolor sit amet consectetur adipiscing elit sed do eiusmod tempor incididunt ut labore et dolore magna aliqua ut enim ad minim veniam quis nostrud exercitation ullamco laboris nisi ut aliquip ex ea commodo consequat duis aute irure dolor in reprehenderit in voluptate velit esse cillum dolore eu fugiat nulla pariatur excepteur sint occaecat cupidatat non proident sunt in culpa qui officia deserunt mollit anim id est laborum. Lorem ipsum dolor sit amet consectetur adipiscing elit sed do eiusmod tempor incididunt ut labore et dolore magna aliqua ut enim ad minim veniam quis nostrud exercitation ullamco laboris nisi ut aliquip ex ea commodo consequat duis aute irure dolor in reprehenderit in voluptate velit esse cillum dolore eu fugiat nulla pariatur excepteur sint occaecat cupidatat non proident sunt in culpa qui officia deserunt mollit anim id est laborum. [636,108,782,245]
article-headline: SERIOUS CHANGE IN ACT [489,56,619,84]
article-headline: HUTT & PETONE NEWS. [657,1031,761,1060]
article-headline: KINDERGARTEN WORK [502,771,606,800]
article-body [481,473,627,761]
newspaper-page [12,8,1102,2291]
deck-rule [215,73,273,74]
article-dateline: (By Telegraph.—Press Association.) Auckland, May 29. [173,838,315,857]
article-paragraph: Lorem ipsum dolor sit amet consectetur adipiscing elit sed do eiusmod tempor incididunt ut labore et dolore magna aliqua ut enim ad minim veniam quis nostrud exercitation ullamco laboris nisi ut aliquip ex ea commodo consequat duis aute irure dolor in reprehenderit in voluptate velit esse cillum dolore eu fugiat nulla pariatur excepteur sint occaecat cupidatat non proident sunt in culpa qui officia deserunt mollit anim id est laborum. Lorem ipsum dolor sit amet consectetur adipiscing elit sed do eiusmod tempor incididunt ut labore et dolore magna aliqua ut enim ad minim veniam quis nostrud exercitation ullamco laboris nisi ut aliquip ex ea commodo consequat duis aute irure dolor in reprehenderit in voluptate velit esse cillum dolore eu fugiat nulla pariatur excepteur sint occaecat cupidatat non proident sunt in culpa qui officia deserunt mollit anim id est laborum. [948,258,1098,396]
article-subhead: CONTACT WITH CIRCULAR SAW. [341,1290,457,1300]
deck-rule [525,802,583,803]
article-body-continued [16,1195,162,1745]
article-headline: THE MAIN TRUNK RAILWAY ACCIDENT [180,790,308,819]
article-paragraph: Lorem ipsum dolor sit amet consectetur adipiscing elit sed do eiusmod tempor incididunt ut labore et dolore magna aliqua ut enim ad minim veniam quis nostrud exercitation ullamco laboris nisi ut aliquip ex ea commodo consequat duis aute irure dolor in reprehenderit in voluptate velit esse cillum dolore eu fugiat nulla pariatur excepteur sint occaecat cupidatat non proident sunt in culpa qui officia deserunt mollit anim id est laborum. Lorem ipsum dolor sit amet consectetur adipiscing elit sed do eiusmod tempor incididunt ut labore et dolore magna aliqua ut enim ad minim veniam quis nostrud exercitation ullamco laboris nisi ut aliquip ex ea commodo consequat duis aute irure dolor in reprehenderit in voluptate velit esse cillum dolore eu fugiat nulla pariatur excepteur sint occaecat cupidatat non proident sunt in culpa qui officia deserunt mollit anim id est laborum. [636,566,782,704]
column-3 [322,52,477,2291]
article-paragraph: Lorem ipsum dolor sit amet consectetur adipiscing elit sed do eiusmod tempor incididunt ut labore et dolore magna aliqua ut enim ad minim veniam quis nostrud exercitation ullamco laboris nisi ut aliquip ex ea commodo consequat duis aute irure dolor in reprehenderit in voluptate velit esse cillum dolore eu fugiat nulla pariatur excepteur sint occaecat cupidatat non proident sunt in culpa qui officia deserunt mollit anim id est laborum. Lorem ipsum dolor sit amet consectetur adipiscing elit sed do eiusmod tempor incididunt ut labore et dolore magna aliqua ut enim ad minim veniam quis nostrud exercitation ullamco laboris nisi ut aliquip ex ea commodo consequat duis aute irure dolor in reprehenderit in voluptate velit esse cillum dolore eu fugiat nulla pariatur excepteur sint occaecat cupidatat non proident sunt in culpa qui officia deserunt mollit anim id est laborum. [636,246,782,384]
deck-rule [60,120,118,121]
article-dateline: (By Telegraph.—Press Association.) Auckland, May 29. [173,119,315,137]
article-dateline: (By Telegraph.—Press Association.) Dunedin, May 29. [484,133,624,151]
article-separator [636,709,782,710]
article-body-continued [791,899,939,1425]
article-separator [326,1067,472,1068]
article-headline: THE SOCCER GAME. [959,56,1087,70]
article-paragraph: Lorem ipsum dolor sit amet consectetur adipiscing elit sed do eiusmod tempor incididunt ut labore et dolore magna aliqua ut enim ad minim veniam quis nostrud exercitation ullamco laboris nisi ut aliquip ex ea commodo consequat duis aute irure dolor in reprehenderit in voluptate velit esse cillum dolore eu fugiat nulla pariatur excepteur sint occaecat cupidatat non proident sunt in culpa qui officia deserunt mollit anim id est laborum. Lorem ipsum dolor sit amet consectetur adipiscing elit sed do eiusmod tempor incididunt ut labore et dolore magna aliqua ut enim ad minim veniam quis nostrud exercitation ullamco laboris nisi ut aliquip ex ea commodo consequat duis aute irure dolor in reprehenderit in voluptate velit esse cillum dolore eu fugiat nulla pariatur excepteur sint occaecat cupidatat non proident sunt in culpa qui officia deserunt mollit anim id est laborum. [791,128,939,265]
article-deck: CONDITION OF THE INJURED. [173,825,315,836]
article-deck: REJOINDER TO MR. CONNELL [328,609,470,620]
article-headline: CITY SANITATION [653,56,765,70]
article-paragraph: Lorem ipsum dolor sit amet consectetur adipiscing elit sed do eiusmod tempor incididunt ut labore et dolore magna aliqua ut enim ad minim veniam quis nostrud exercitation ullamco laboris nisi ut aliquip ex ea commodo consequat duis aute irure dolor in reprehenderit in voluptate velit esse cillum dolore eu fugiat nulla pariatur excepteur sint occaecat cupidatat non proident sunt in culpa qui officia deserunt mollit anim id est laborum. Lorem ipsum dolor sit amet consectetur adipiscing elit sed do eiusmod tempor incididunt ut labore et dolore magna aliqua ut enim ad minim veniam quis nostrud exercitation ullamco laboris nisi ut aliquip ex ea commodo consequat duis aute irure dolor in reprehenderit in voluptate velit esse cillum dolore eu fugiat nulla pariatur excepteur sint occaecat cupidatat non proident sunt in culpa qui officia deserunt mollit anim id est laborum. [948,710,1098,848]
deck-rule [680,73,738,74]
article-subhead: Question of Disqualification. [976,548,1070,558]
deck-rule [370,606,428,607]
article-body [326,623,472,1062]
column-5 [632,52,787,1901]
article-deck: HON. A. L. HERDMAN REPLIES TO CRITICISM [18,77,160,98]
article-paragraph: Lorem ipsum dolor sit amet consectetur adipiscing elit sed do eiusmod tempor incididunt ut labore et dolore magna aliqua ut enim ad minim veniam quis nostrud exercitation ullamco laboris nisi ut aliquip ex ea commodo consequat duis aute irure dolor in reprehenderit in voluptate velit esse cillum dolore eu fugiat nulla pariatur excepteur sint occaecat cupidatat non proident sunt in culpa qui officia deserunt mollit anim id est laborum. Lorem ipsum dolor sit amet consectetur adipiscing elit sed do eiusmod tempor incididunt ut labore et dolore magna aliqua ut enim ad minim veniam quis nostrud exercitation ullamco laboris nisi ut aliquip ex ea commodo consequat duis aute irure dolor in reprehenderit in voluptate velit esse cillum dolore eu fugiat nulla pariatur excepteur sint occaecat cupidatat non proident sunt in culpa qui officia deserunt mollit anim id est laborum. [326,126,472,263]
deck-rule [525,105,583,106]
article-deck: MEETING OF DELEGATES [962,95,1084,105]
article-subhead: OPIUM OUTFIT. [836,418,894,428]
article-body [481,839,627,1115]
article-separator [791,572,939,573]
article-headline: STREET HAWKERS [650,394,768,409]
article-headline: STAR BOATING CLUB [488,439,620,454]
article-paragraph: Lorem ipsum dolor sit amet consectetur adipiscing elit sed do eiusmod tempor incididunt ut labore et dolore magna aliqua ut enim ad minim veniam quis nostrud exercitation ullamco laboris nisi ut aliquip ex ea commodo consequat duis aute irure dolor in reprehenderit in voluptate velit esse cillum dolore eu fugiat nulla pariatur excepteur sint occaecat cupidatat non proident sunt in culpa qui officia deserunt mollit anim id est laborum. Lorem ipsum dolor sit amet consectetur adipiscing elit sed do eiusmod tempor incididunt ut labore et dolore magna aliqua ut enim ad minim veniam quis nostrud exercitation ullamco laboris nisi ut aliquip ex ea commodo consequat duis aute irure dolor in reprehenderit in voluptate velit esse cillum dolore eu fugiat nulla pariatur excepteur sint occaecat cupidatat non proident sunt in culpa qui officia deserunt mollit anim id est laborum. [948,861,1098,998]
article-headline: SAILORS' FRIEND SOCIETY [654,714,764,743]
article-paragraph: Lorem ipsum dolor sit amet consectetur adipiscing elit sed do eiusmod tempor incididunt ut labore et dolore magna aliqua ut enim ad minim veniam quis nostrud exercitation ullamco laboris nisi ut aliquip ex ea commodo consequat duis aute irure dolor in reprehenderit in voluptate velit esse cillum dolore eu fugiat nulla pariatur excepteur sint occaecat cupidatat non proident sunt in culpa qui officia deserunt mollit anim id est laborum. Lorem ipsum dolor sit amet consectetur adipiscing elit sed do eiusmod tempor incididunt ut labore et dolore magna aliqua ut enim ad minim veniam quis nostrud exercitation ullamco laboris nisi ut aliquip ex ea commodo consequat duis aute irure dolor in reprehenderit in voluptate velit esse cillum dolore eu fugiat nulla pariatur excepteur sint occaecat cupidatat non proident sunt in culpa qui officia deserunt mollit anim id est laborum. Lorem ipsum dolor sit amet consectetur adipiscing elit sed do eiusmod tempor incididunt ut labore et dolore magna aliqua ut enim ad minim veniam quis nostrud exercitation ullamco laboris nisi ut aliquip ex ea commodo consequat duis aute irure dolor in reprehenderit in voluptate velit esse cillum dolore eu fugiat nulla pariatur excepteur sint occaecat cupidatat non proident sunt in culpa qui officia deserunt mollit anim id est laborum. Lorem ipsum dolor sit amet consectetur adipiscing elit sed do eiusmod tempor incididunt ut labore et dolore magna aliqua ut enim ad minim veniam quis nostrud exercitation ullamco laboris nisi ut aliquip ex ea commodo consequat duis aute irure dolor in reprehenderit in voluptate velit esse cillum dolore eu fugiat nulla pariatur excepteur sint occaecat cupidatat non proident sunt in culpa qui officia deserunt mollit anim id est laborum. Lorem ipsum dolor sit amet consectetur adipiscing elit sed do eiusmod tempor incididunt ut labore et dolore magna aliqua ut enim ad minim veniam quis nostrud exercitation ullamco laboris nisi ut aliquip ex ea commodo consequat duis aute irure dolor in reprehenderit in voluptate velit esse cillum dolore eu fugiat nulla pariatur excepteur sint occaecat cupidatat non proident sunt in culpa qui officia deserunt mollit anim id est laborum. Lorem ipsum dolor sit amet consectetur adipiscing elit sed do eiusmod tempor incididunt ut labore et dolore magna aliqua ut enim ad minim veniam quis nostrud exercitation ullamco laboris nisi ut aliquip ex ea commodo consequat duis aute irure dolor in reprehenderit in voluptate velit esse cillum dolore eu fugiat nulla pariatur excepteur sint occaecat cupidatat non proident sunt in culpa qui officia deserunt mollit anim id est laborum. Lorem ipsum dolor sit amet consectetur adipiscing elit sed do eiusmod tempor incididunt ut labore et dolore magna aliqua ut enim ad minim veniam quis nostrud exercitation ullamco laboris nisi ut aliquip ex ea commodo consequat duis aute irure dolor in reprehenderit in voluptate velit esse cillum dolore eu fugiat nulla pariatur excepteur sint occaecat cupidatat non proident sunt in culpa qui officia deserunt mollit anim id est laborum. Lorem ipsum dolor sit amet consectetur adipiscing elit sed do eiusmod tempor incididunt ut labore et dolore magna aliqua ut enim ad minim veniam quis nostrud exercitation ullamco laboris nisi ut aliquip ex ea commodo consequat duis aute irure dolor in reprehenderit in voluptate velit esse cillum dolore eu fugiat nulla pariatur excepteur sint occaecat cupidatat non proident sunt in culpa qui officia deserunt mollit anim id est laborum. [791,899,939,1425]
article-paragraph: Lorem ipsum dolor sit amet consectetur adipiscing elit sed do eiusmod tempor incididunt ut labore et dolore magna aliqua ut enim ad minim veniam quis nostrud exercitation ullamco laboris nisi ut aliquip ex ea commodo consequat duis aute irure dolor in reprehenderit in voluptate velit esse cillum dolore eu fugiat nulla pariatur excepteur sint occaecat cupidatat non proident sunt in culpa qui officia deserunt mollit anim id est laborum. Lorem ipsum dolor sit amet consectetur adipiscing elit sed do eiusmod tempor incididunt ut labore et dolore magna aliqua ut enim ad minim veniam quis nostrud exercitation ullamco laboris nisi ut aliquip ex ea commodo consequat duis aute irure dolor in reprehenderit in voluptate velit esse cillum dolore eu fugiat nulla pariatur excepteur sint occaecat cupidatat non proident sunt in culpa qui officia deserunt mollit anim id est laborum. Lorem ipsum dolor sit amet consectetur adipiscing elit sed do eiusmod tempor incididunt ut labore et dolore magna aliqua ut enim ad minim veniam quis nostrud exercitation ullamco laboris nisi ut aliquip ex ea commodo consequat duis aute irure dolor in reprehenderit in voluptate velit esse cillum dolore eu fugiat nulla pariatur excepteur sint occaecat cupidatat non proident sunt in culpa qui officia deserunt mollit anim id est laborum. Lorem ipsum dolor sit amet consectetur adipiscing elit sed do eiusmod tempor incididunt ut labore et dolore magna aliqua ut enim ad minim veniam quis nostrud exercitation ullamco laboris nisi ut aliquip ex ea commodo consequat duis aute irure dolor in reprehenderit in voluptate velit esse cillum dolore eu fugiat nulla pariatur excepteur sint occaecat cupidatat non proident sunt in culpa qui officia deserunt mollit anim id est laborum. Lorem ipsum dolor sit amet consectetur adipiscing elit sed do eiusmod tempor incididunt ut labore et dolore magna aliqua ut enim ad minim veniam quis nostrud exercitation ullamco laboris nisi ut aliquip ex ea commodo consequat duis aute irure dolor in reprehenderit in voluptate velit esse cillum dolore eu fugiat nulla pariatur excepteur sint occaecat cupidatat non proident sunt in culpa qui officia deserunt mollit anim id est laborum. Lorem ipsum dolor sit amet consectetur adipiscing elit sed do eiusmod tempor incididunt ut labore et dolore magna aliqua ut enim ad minim veniam quis nostrud exercitation ullamco laboris nisi ut aliquip ex ea commodo consequat duis aute irure dolor in reprehenderit in voluptate velit esse cillum dolore eu fugiat nulla pariatur excepteur sint occaecat cupidatat non proident sunt in culpa qui officia deserunt mollit anim id est laborum. Lorem ipsum dolor sit amet consectetur adipiscing elit sed do eiusmod tempor incididunt ut labore et dolore magna aliqua ut enim ad minim veniam quis nostrud exercitation ullamco laboris nisi ut aliquip ex ea commodo consequat duis aute irure dolor in reprehenderit in voluptate velit esse cillum dolore eu fugiat nulla pariatur excepteur sint occaecat cupidatat non proident sunt in culpa qui officia deserunt mollit anim id est laborum. Lorem ipsum dolor sit amet consectetur adipiscing elit sed do eiusmod tempor incididunt ut labore et dolore magna aliqua ut enim ad minim veniam quis nostrud exercitation ullamco laboris nisi ut aliquip ex ea commodo consequat duis aute irure dolor in reprehenderit in voluptate velit esse cillum dolore eu fugiat nulla pariatur excepteur sint occaecat cupidatat non proident sunt in culpa qui officia deserunt mollit anim id est laborum. [171,1135,317,1685]
article-separator [16,913,162,914]
deck-rule [215,456,273,457]
article-deck: COMING SESSION'S PROGRAMME. [198,460,290,482]
article-paragraph: Lorem ipsum dolor sit amet consectetur adipiscing elit sed do eiusmod tempor incididunt ut labore et dolore magna aliqua ut enim ad minim veniam quis nostrud exercitation ullamco laboris nisi ut aliquip ex ea commodo consequat duis aute irure dolor in reprehenderit in voluptate velit esse cillum dolore eu fugiat nulla pariatur excepteur sint occaecat cupidatat non proident sunt in culpa qui officia deserunt mollit anim id est laborum. Lorem ipsum dolor sit amet consectetur adipiscing elit sed do eiusmod tempor incididunt ut labore et dolore magna aliqua ut enim ad minim veniam quis nostrud exercitation ullamco laboris nisi ut aliquip ex ea commodo consequat duis aute irure dolor in reprehenderit in voluptate velit esse cillum dolore eu fugiat nulla pariatur excepteur sint occaecat cupidatat non proident sunt in culpa qui officia deserunt mollit anim id est laborum. Lorem ipsum dolor sit amet consectetur adipiscing elit sed do eiusmod tempor incididunt ut labore et dolore magna aliqua ut enim ad minim veniam quis nostrud exercitation ullamco laboris nisi ut aliquip ex ea commodo consequat duis aute irure dolor in reprehenderit in voluptate velit esse cillum dolore eu fugiat nulla pariatur excepteur sint occaecat cupidatat non proident sunt in culpa qui officia deserunt mollit anim id est laborum. Lorem ipsum dolor sit amet consectetur adipiscing elit sed do eiusmod tempor incididunt ut labore et dolore magna aliqua ut enim ad minim veniam quis nostrud exercitation ullamco laboris nisi ut aliquip ex ea commodo consequat duis aute irure dolor in reprehenderit in voluptate velit esse cillum dolore eu fugiat nulla pariatur excepteur sint occaecat cupidatat non proident sunt in culpa qui officia deserunt mollit anim id est laborum. Lorem ipsum dolor sit amet consectetur adipiscing elit sed do eiusmod tempor incididunt ut labore et dolore magna aliqua ut enim ad minim veniam quis nostrud exercitation ullamco laboris nisi ut aliquip ex ea commodo consequat duis aute irure dolor in reprehenderit in voluptate velit esse cillum dolore eu fugiat nulla pariatur excepteur sint occaecat cupidatat non proident sunt in culpa qui officia deserunt mollit anim id est laborum. Lorem ipsum dolor sit amet consectetur adipiscing elit sed do eiusmod tempor incididunt ut labore et dolore magna aliqua ut enim ad minim veniam quis nostrud exercitation ullamco laboris nisi ut aliquip ex ea commodo consequat duis aute irure dolor in reprehenderit in voluptate velit esse cillum dolore eu fugiat nulla pariatur excepteur sint occaecat cupidatat non proident sunt in culpa qui officia deserunt mollit anim id est laborum. Lorem ipsum dolor sit amet consectetur adipiscing elit sed do eiusmod tempor incididunt ut labore et dolore magna aliqua ut enim ad minim veniam quis nostrud exercitation ullamco laboris nisi ut aliquip ex ea commodo consequat duis aute irure dolor in reprehenderit in voluptate velit esse cillum dolore eu fugiat nulla pariatur excepteur sint occaecat cupidatat non proident sunt in culpa qui officia deserunt mollit anim id est laborum. Lorem ipsum dolor sit amet consectetur adipiscing elit sed do eiusmod tempor incididunt ut labore et dolore magna aliqua ut enim ad minim veniam quis nostrud exercitation ullamco laboris nisi ut aliquip ex ea commodo consequat duis aute irure dolor in reprehenderit in voluptate velit esse cillum dolore eu fugiat nulla pariatur excepteur sint occaecat cupidatat non proident sunt in culpa qui officia deserunt mollit anim id est laborum. [326,1741,472,2291]
article-paragraph: Lorem ipsum dolor sit amet consectetur adipiscing elit sed do eiusmod tempor incididunt ut labore et dolore magna aliqua ut enim ad minim veniam quis nostrud exercitation ullamco laboris nisi ut aliquip ex ea commodo consequat duis aute irure dolor in reprehenderit in voluptate velit esse cillum dolore eu fugiat nulla pariatur excepteur sint occaecat cupidatat non proident sunt in culpa qui officia deserunt mollit anim id est laborum. Lorem ipsum dolor sit amet consectetur adipiscing elit sed do eiusmod tempor incididunt ut labore et dolore magna aliqua ut enim ad minim veniam quis nostrud exercitation ullamco laboris nisi ut aliquip ex ea commodo consequat duis aute irure dolor in reprehenderit in voluptate velit esse cillum dolore eu fugiat nulla pariatur excepteur sint occaecat cupidatat non proident sunt in culpa qui officia deserunt mollit anim id est laborum. [636,745,782,882]
deck-rule [993,91,1053,92]
deck-rule [680,91,738,92]
page-number: 6 [12,14,24,40]
article-dateline: (By Telegraph.—Press Association.) Christchurch, May 29. [34,148,144,166]
article-paragraph: Lorem ipsum dolor sit amet consectetur adipiscing elit sed do eiusmod tempor incididunt ut labore et dolore magna aliqua ut enim ad minim veniam quis nostrud exercitation ullamco laboris nisi ut aliquip ex ea commodo consequat duis aute irure dolor in reprehenderit in voluptate velit esse cillum dolore eu fugiat nulla pariatur excepteur sint occaecat cupidatat non proident sunt in culpa qui officia deserunt mollit anim id est laborum. Lorem ipsum dolor sit amet consectetur adipiscing elit sed do eiusmod tempor incididunt ut labore et dolore magna aliqua ut enim ad minim veniam quis nostrud exercitation ullamco laboris nisi ut aliquip ex ea commodo consequat duis aute irure dolor in reprehenderit in voluptate velit esse cillum dolore eu fugiat nulla pariatur excepteur sint occaecat cupidatat non proident sunt in culpa qui officia deserunt mollit anim id est laborum. [636,883,782,1021]
article-deck: MIXED RECEPTION [819,77,911,87]
article-body [636,428,782,704]
deck-rule [835,91,894,92]
deck-rule [370,1103,428,1104]
article-dateline: (By Telegraph.—Press Association.) Dunedin, May 29. [484,819,624,838]
article-subhead: STREET & ITS TRADE. [360,265,438,275]
article-paragraph: Lorem ipsum dolor sit amet consectetur adipiscing elit sed do eiusmod tempor incididunt ut labore et dolore magna aliqua ut enim ad minim veniam quis nostrud exercitation ullamco laboris nisi ut aliquip ex ea commodo consequat duis aute irure dolor in reprehenderit in voluptate velit esse cillum dolore eu fugiat nulla pariatur excepteur sint occaecat cupidatat non proident sunt in culpa qui officia deserunt mollit anim id est laborum. Lorem ipsum dolor sit amet consectetur adipiscing elit sed do eiusmod tempor incididunt ut labore et dolore magna aliqua ut enim ad minim veniam quis nostrud exercitation ullamco laboris nisi ut aliquip ex ea commodo consequat duis aute irure dolor in reprehenderit in voluptate velit esse cillum dolore eu fugiat nulla pariatur excepteur sint occaecat cupidatat non proident sunt in culpa qui officia deserunt mollit anim id est laborum. [636,428,782,565]
article-paragraph: Lorem ipsum dolor sit amet consectetur adipiscing elit sed do eiusmod tempor incididunt ut labore et dolore magna aliqua ut enim ad minim veniam quis nostrud exercitation ullamco laboris nisi ut aliquip ex ea commodo consequat duis aute irure dolor in reprehenderit in voluptate velit esse cillum dolore eu fugiat nulla pariatur excepteur sint occaecat cupidatat non proident sunt in culpa qui officia deserunt mollit anim id est laborum. Lorem ipsum dolor sit amet consectetur adipiscing elit sed do eiusmod tempor incididunt ut labore et dolore magna aliqua ut enim ad minim veniam quis nostrud exercitation ullamco laboris nisi ut aliquip ex ea commodo consequat duis aute irure dolor in reprehenderit in voluptate velit esse cillum dolore eu fugiat nulla pariatur excepteur sint occaecat cupidatat non proident sunt in culpa qui officia deserunt mollit anim id est laborum. [791,278,939,416]
article-body [326,1151,472,1741]
deck-rule [215,821,273,822]
article-deck: "THE CURSE OF CONSOLIDATION." [509,109,599,130]
article-paragraph: Lorem ipsum dolor sit amet consectetur adipiscing elit sed do eiusmod tempor incididunt ut labore et dolore magna aliqua ut enim ad minim veniam quis nostrud exercitation ullamco laboris nisi ut aliquip ex ea commodo consequat duis aute irure dolor in reprehenderit in voluptate velit esse cillum dolore eu fugiat nulla pariatur excepteur sint occaecat cupidatat non proident sunt in culpa qui officia deserunt mollit anim id est laborum. Lorem ipsum dolor sit amet consectetur adipiscing elit sed do eiusmod tempor incididunt ut labore et dolore magna aliqua ut enim ad minim veniam quis nostrud exercitation ullamco laboris nisi ut aliquip ex ea commodo consequat duis aute irure dolor in reprehenderit in voluptate velit esse cillum dolore eu fugiat nulla pariatur excepteur sint occaecat cupidatat non proident sunt in culpa qui officia deserunt mollit anim id est laborum. [16,917,162,1054]
article-subhead: IMPORTANCE OF CAR SERVICE. [341,416,457,426]
article-paragraph: Lorem ipsum dolor sit amet consectetur adipiscing elit sed do eiusmod tempor incididunt ut labore et dolore magna aliqua ut enim ad minim veniam quis nostrud exercitation ullamco laboris nisi ut aliquip ex ea commodo consequat duis aute irure dolor in reprehenderit in voluptate velit esse cillum dolore eu fugiat nulla pariatur excepteur sint occaecat cupidatat non proident sunt in culpa qui officia deserunt mollit anim id est laborum. Lorem ipsum dolor sit amet consectetur adipiscing elit sed do eiusmod tempor incididunt ut labore et dolore magna aliqua ut enim ad minim veniam quis nostrud exercitation ullamco laboris nisi ut aliquip ex ea commodo consequat duis aute irure dolor in reprehenderit in voluptate velit esse cillum dolore eu fugiat nulla pariatur excepteur sint occaecat cupidatat non proident sunt in culpa qui officia deserunt mollit anim id est laborum. [326,1150,472,1288]
article-paragraph: Lorem ipsum dolor sit amet consectetur adipiscing elit sed do eiusmod tempor incididunt ut labore et dolore magna aliqua ut enim ad minim veniam quis nostrud exercitation ullamco laboris nisi ut aliquip ex ea commodo consequat duis aute irure dolor in reprehenderit in voluptate velit esse cillum dolore eu fugiat nulla pariatur excepteur sint occaecat cupidatat non proident sunt in culpa qui officia deserunt mollit anim id est laborum. Lorem ipsum dolor sit amet consectetur adipiscing elit sed do eiusmod tempor incididunt ut labore et dolore magna aliqua ut enim ad minim veniam quis nostrud exercitation ullamco laboris nisi ut aliquip ex ea commodo consequat duis aute irure dolor in reprehenderit in voluptate velit esse cillum dolore eu fugiat nulla pariatur excepteur sint occaecat cupidatat non proident sunt in culpa qui officia deserunt mollit anim id est laborum. Lorem ipsum dolor sit amet consectetur adipiscing elit sed do eiusmod tempor incididunt ut labore et dolore magna aliqua ut enim ad minim veniam quis nostrud exercitation ullamco laboris nisi ut aliquip ex ea commodo consequat duis aute irure dolor in reprehenderit in voluptate velit esse cillum dolore eu fugiat nulla pariatur excepteur sint occaecat cupidatat non proident sunt in culpa qui officia deserunt mollit anim id est laborum. Lorem ipsum dolor sit amet consectetur adipiscing elit sed do eiusmod tempor incididunt ut labore et dolore magna aliqua ut enim ad minim veniam quis nostrud exercitation ullamco laboris nisi ut aliquip ex ea commodo consequat duis aute irure dolor in reprehenderit in voluptate velit esse cillum dolore eu fugiat nulla pariatur excepteur sint occaecat cupidatat non proident sunt in culpa qui officia deserunt mollit anim id est laborum. Lorem ipsum dolor sit amet consectetur adipiscing elit sed do eiusmod tempor incididunt ut labore et dolore magna aliqua ut enim ad minim veniam quis nostrud exercitation ullamco laboris nisi ut aliquip ex ea commodo consequat duis aute irure dolor in reprehenderit in voluptate velit esse cillum dolore eu fugiat nulla pariatur excepteur sint occaecat cupidatat non proident sunt in culpa qui officia deserunt mollit anim id est laborum. Lorem ipsum dolor sit amet consectetur adipiscing elit sed do eiusmod tempor incididunt ut labore et dolore magna aliqua ut enim ad minim veniam quis nostrud exercitation ullamco laboris nisi ut aliquip ex ea commodo consequat duis aute irure dolor in reprehenderit in voluptate velit esse cillum dolore eu fugiat nulla pariatur excepteur sint occaecat cupidatat non proident sunt in culpa qui officia deserunt mollit anim id est laborum. Lorem ipsum dolor sit amet consectetur adipiscing elit sed do eiusmod tempor incididunt ut labore et dolore magna aliqua ut enim ad minim veniam quis nostrud exercitation ullamco laboris nisi ut aliquip ex ea commodo consequat duis aute irure dolor in reprehenderit in voluptate velit esse cillum dolore eu fugiat nulla pariatur excepteur sint occaecat cupidatat non proident sunt in culpa qui officia deserunt mollit anim id est laborum. Lorem ipsum dolor sit amet consectetur adipiscing elit sed do eiusmod tempor incididunt ut labore et dolore magna aliqua ut enim ad minim veniam quis nostrud exercitation ullamco laboris nisi ut aliquip ex ea commodo consequat duis aute irure dolor in reprehenderit in voluptate velit esse cillum dolore eu fugiat nulla pariatur excepteur sint occaecat cupidatat non proident sunt in culpa qui officia deserunt mollit anim id est laborum. [481,1116,627,1666]
article-paragraph: Lorem ipsum dolor sit amet consectetur adipiscing elit sed do eiusmod tempor incididunt ut labore et dolore magna aliqua ut enim ad minim veniam quis nostrud exercitation ullamco laboris nisi ut aliquip ex ea commodo consequat duis aute irure dolor in reprehenderit in voluptate velit esse cillum dolore eu fugiat nulla pariatur excepteur sint occaecat cupidatat non proident sunt in culpa qui officia deserunt mollit anim id est laborum. Lorem ipsum dolor sit amet consectetur adipiscing elit sed do eiusmod tempor incididunt ut labore et dolore magna aliqua ut enim ad minim veniam quis nostrud exercitation ullamco laboris nisi ut aliquip ex ea commodo consequat duis aute irure dolor in reprehenderit in voluptate velit esse cillum dolore eu fugiat nulla pariatur excepteur sint occaecat cupidatat non proident sunt in culpa qui officia deserunt mollit anim id est laborum. [16,1055,162,1193]
deck-rule [60,73,118,74]
article-deck: FURTHER CONCESSIONS COMING. [35,124,143,145]
article-headline: ACCIDENTS AND FATALITIES. [347,1071,451,1100]
deck-rule [525,456,583,457]
article-paragraph: Lorem ipsum dolor sit amet consectetur adipiscing elit sed do eiusmod tempor incididunt ut labore et dolore magna aliqua ut enim ad minim veniam quis nostrud exercitation ullamco laboris nisi ut aliquip ex ea commodo consequat duis aute irure dolor in reprehenderit in voluptate velit esse cillum dolore eu fugiat nulla pariatur excepteur sint occaecat cupidatat non proident sunt in culpa qui officia deserunt mollit anim id est laborum. Lorem ipsum dolor sit amet consectetur adipiscing elit sed do eiusmod tempor incididunt ut labore et dolore magna aliqua ut enim ad minim veniam quis nostrud exercitation ullamco laboris nisi ut aliquip ex ea commodo consequat duis aute irure dolor in reprehenderit in voluptate velit esse cillum dolore eu fugiat nulla pariatur excepteur sint occaecat cupidatat non proident sunt in culpa qui officia deserunt mollit anim id est laborum. [171,277,317,415]
article-body-continued [171,1136,317,1686]
article-headline: THE PRIME MINISTER IN DUNEDIN [175,425,313,454]
article-deck: SHOPS SUFFER [363,77,435,87]
article-deck: AN IMPROVED POSITION [30,106,148,116]
article-paragraph: Lorem ipsum dolor sit amet consectetur adipiscing elit sed do eiusmod tempor incididunt ut labore et dolore magna aliqua ut enim ad minim veniam quis nostrud exercitation ullamco laboris nisi ut aliquip ex ea commodo consequat duis aute irure dolor in reprehenderit in voluptate velit esse cillum dolore eu fugiat nulla pariatur excepteur sint occaecat cupidatat non proident sunt in culpa qui officia deserunt mollit anim id est laborum. Lorem ipsum dolor sit amet consectetur adipiscing elit sed do eiusmod tempor incididunt ut labore et dolore magna aliqua ut enim ad minim veniam quis nostrud exercitation ullamco laboris nisi ut aliquip ex ea commodo consequat duis aute irure dolor in reprehenderit in voluptate velit esse cillum dolore eu fugiat nulla pariatur excepteur sint occaecat cupidatat non proident sunt in culpa qui officia deserunt mollit anim id est laborum. [16,620,162,757]
